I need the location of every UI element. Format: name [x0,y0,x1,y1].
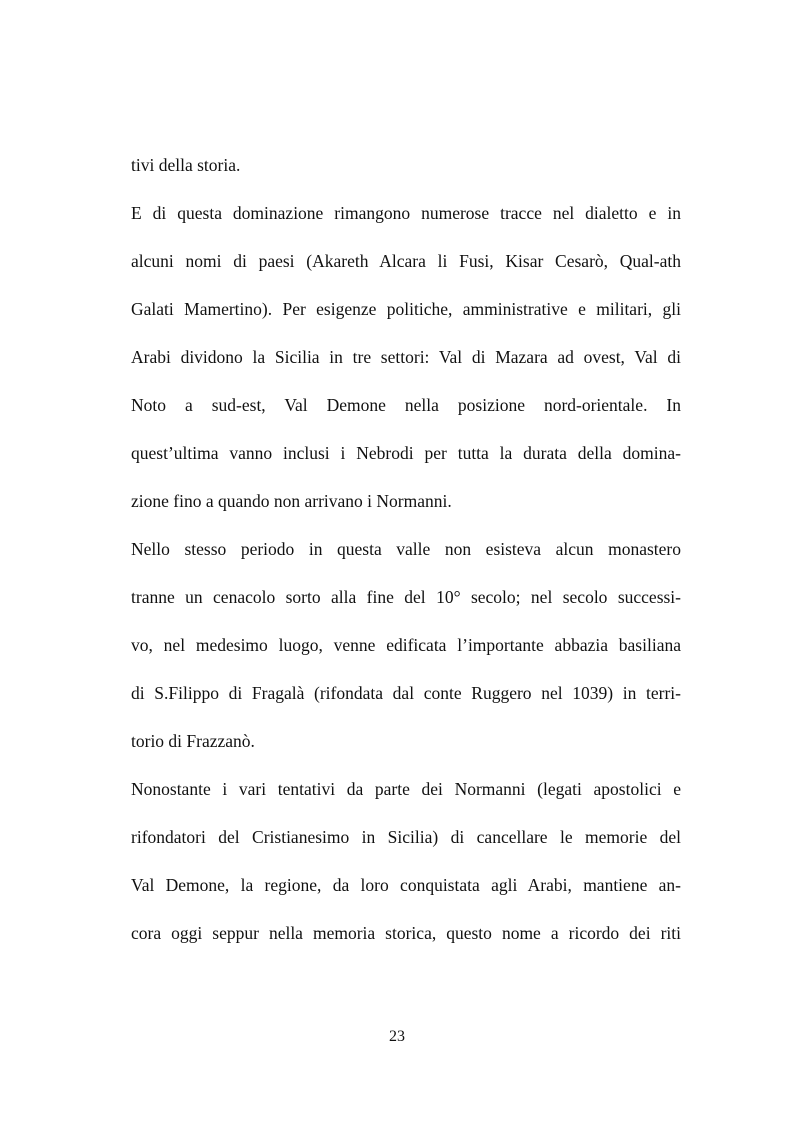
text-line: tivi della storia. [131,155,241,175]
text-line: vo, nel medesimo luogo, venne edificata l’importante abbazia basiliana [131,635,681,655]
text-line: tranne un cenacolo sorto alla fine del 10° secolo; nel secolo successi- [131,587,681,607]
text-line: quest’ultima vanno inclusi i Nebrodi per tutta la durata della domina- [131,443,681,463]
text-line: Galati Mamertino). Per esigenze politiche, amministrative e militari, gli [131,299,681,319]
text-line: Noto a sud-est, Val Demone nella posizione nord-orientale. In [131,395,681,415]
text-line: rifondatori del Cristianesimo in Sicilia) di cancellare le memorie del [131,827,681,847]
text-line: alcuni nomi di paesi (Akareth Alcara li Fusi, Kisar Cesarò, Qual-ath [131,251,681,271]
text-line: cora oggi seppur nella memoria storica, questo nome a ricordo dei riti [131,923,681,943]
text-line: Nonostante i vari tentativi da parte dei Normanni (legati apostolici e [131,779,681,799]
text-line: di S.Filippo di Fragalà (rifondata dal conte Ruggero nel 1039) in terri- [131,683,681,703]
text-line: Arabi dividono la Sicilia in tre settori: Val di Mazara ad ovest, Val di [131,347,681,367]
text-line: zione fino a quando non arrivano i Normanni. [131,491,452,511]
text-line: Val Demone, la regione, da loro conquistata agli Arabi, mantiene an- [131,875,681,895]
text-line: Nello stesso periodo in questa valle non esisteva alcun monastero [131,539,681,559]
page-number: 23 [389,1028,405,1045]
text-line: torio di Frazzanò. [131,731,255,751]
text-line: E di questa dominazione rimangono numerose tracce nel dialetto e in [131,203,681,223]
